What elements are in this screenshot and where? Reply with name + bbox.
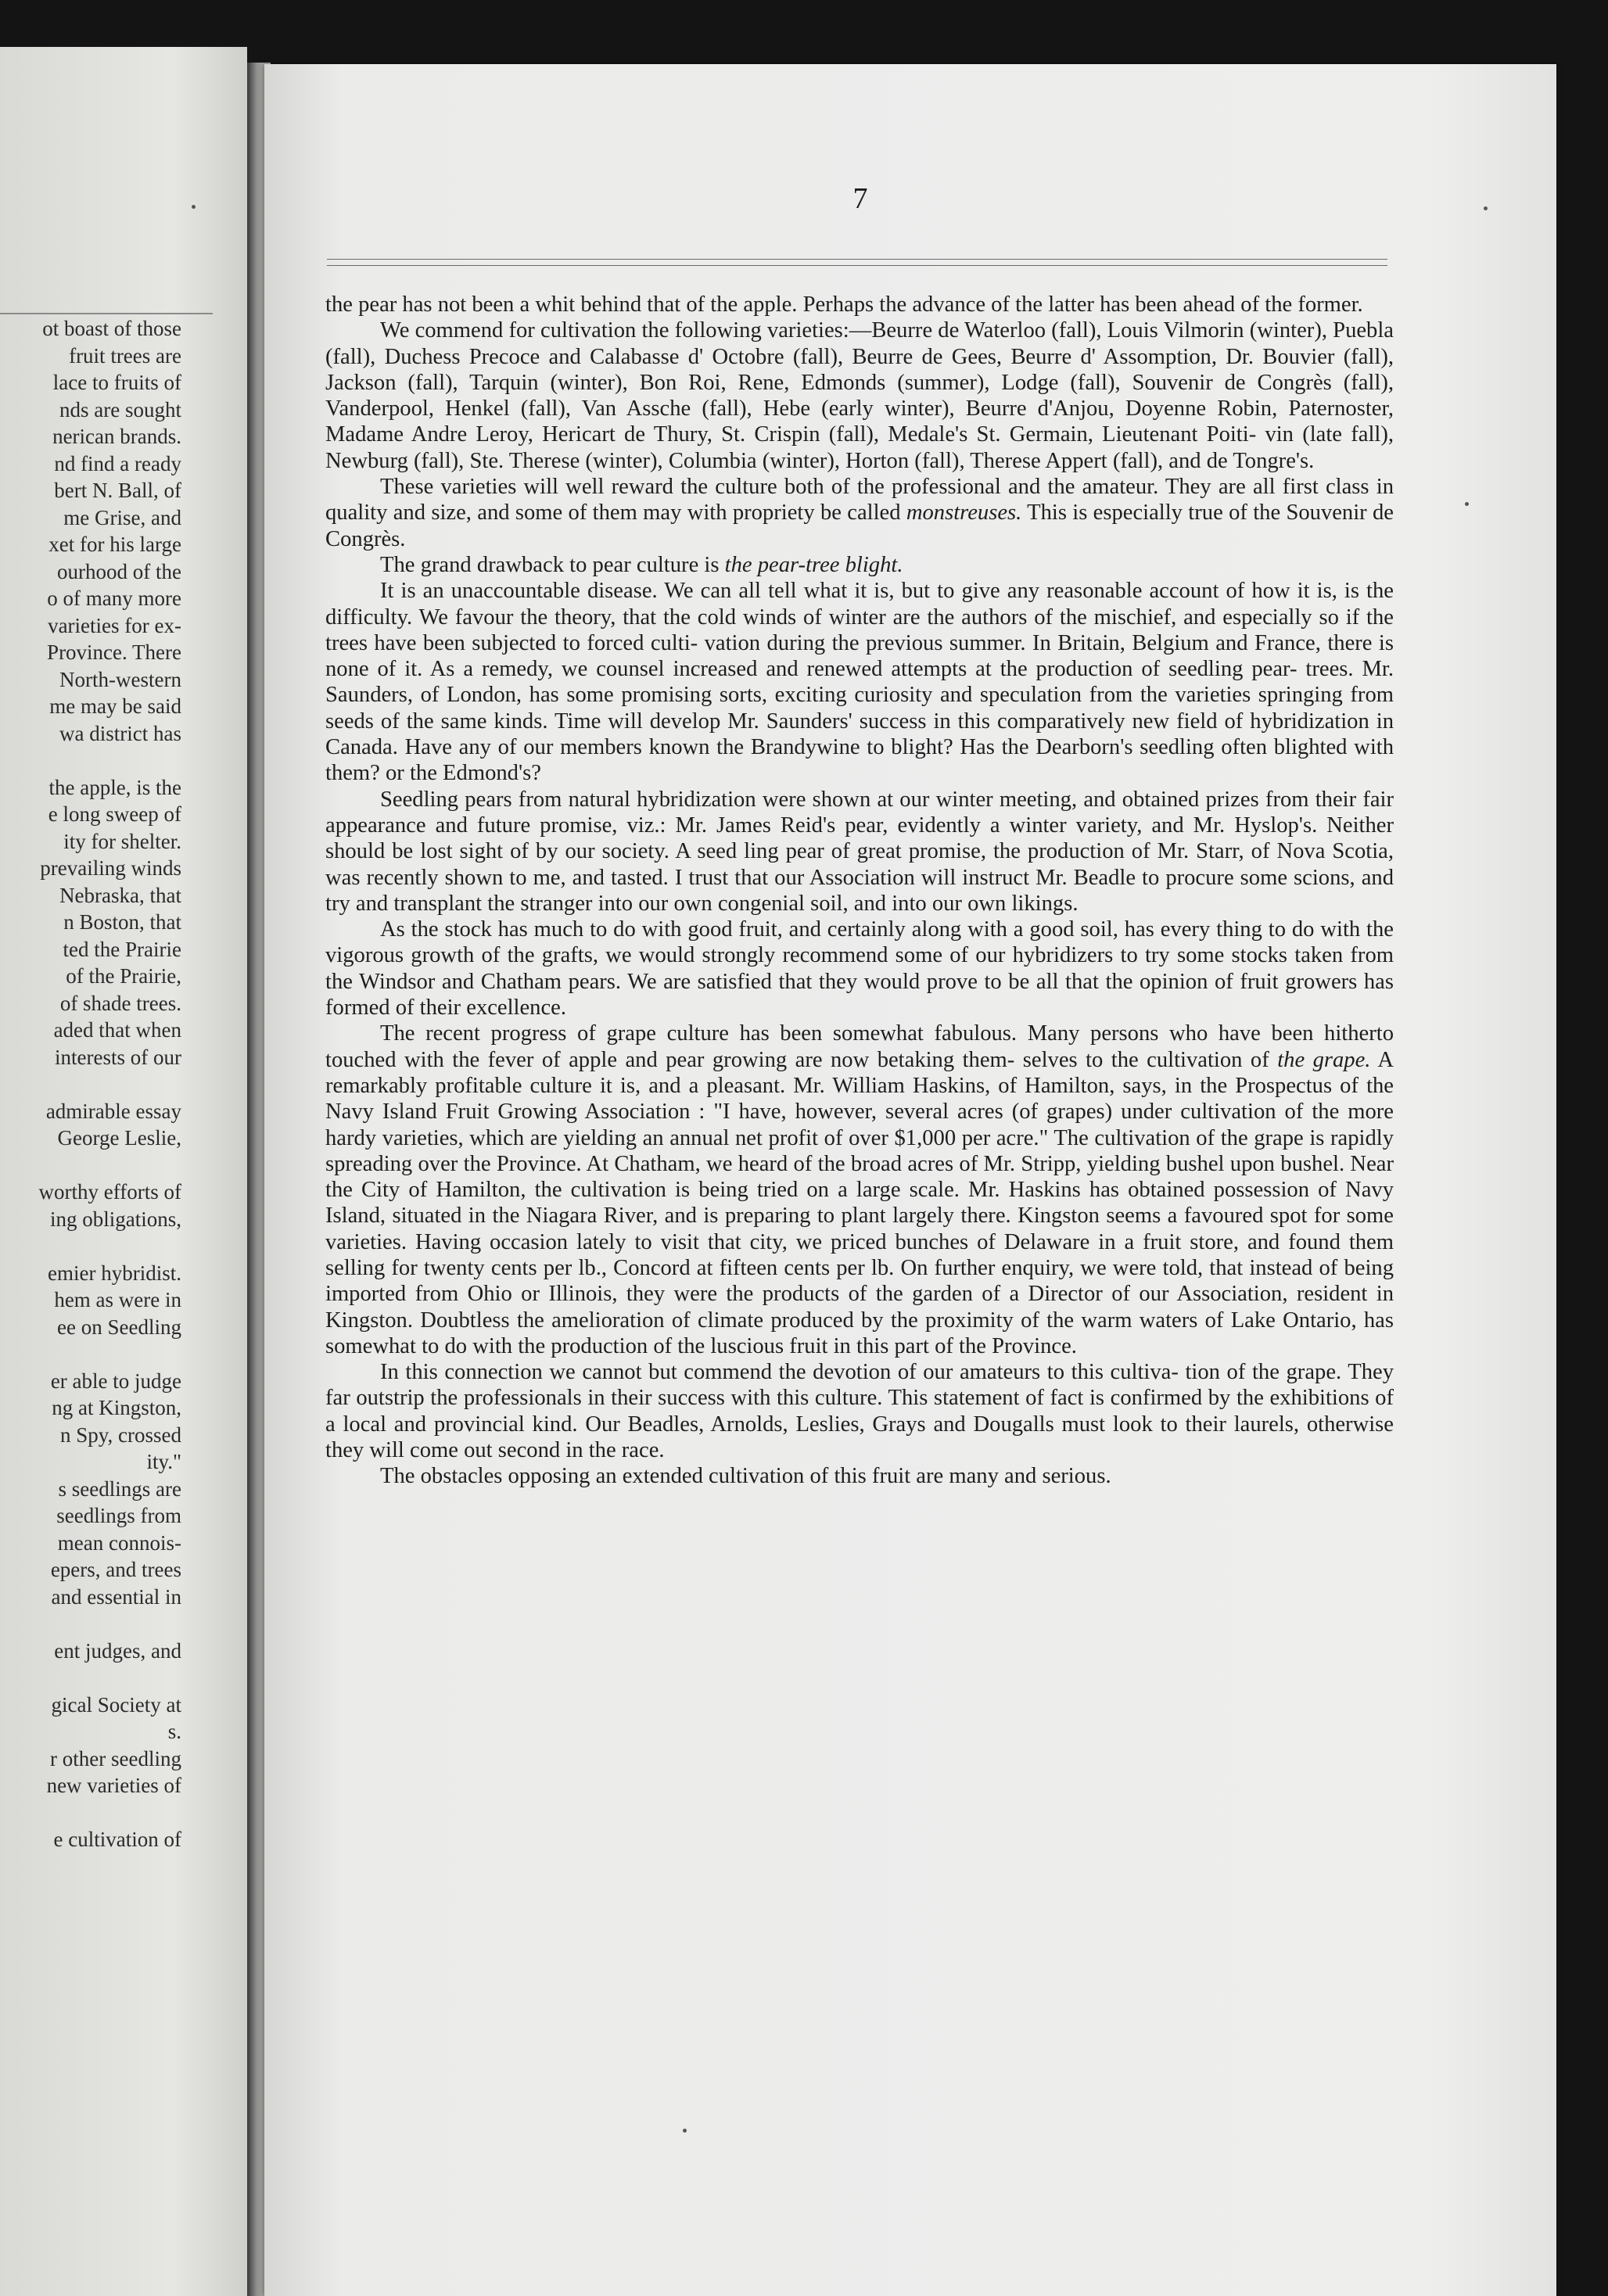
left-page-text	[0, 315, 247, 1853]
body-text	[325, 292, 1394, 1490]
left-fragment-line: ing obligations,	[50, 1207, 181, 1231]
paragraph	[325, 474, 1394, 552]
left-fragment-line: r other seedling	[50, 1746, 181, 1770]
left-fragment-line	[0, 1232, 247, 1260]
left-fragment-line	[0, 1340, 247, 1368]
left-fragment-line: xet for his large	[48, 533, 181, 556]
left-fragment-line: new varieties of	[46, 1774, 181, 1797]
left-fragment-line: ity."	[146, 1450, 181, 1473]
paragraph-text: A remarkably profitable culture it is, and a pleasant. Mr. William Haskins, of Hamilton, says, in the Prospectus of the Navy Island Fruit Growing Association : "I have, however, several acres (of grapes) under cultivation of the more hardy varieties, which are yielding an annual net profit of over $1,000 per acre." The cultivation of the grape is rapidly spreading over the Province. At Chatham, we heard of the broad acres of Mr. Stripp, yielding bushel upon bushel. Near the City of Hamilton, the cultivation is being tried on a large scale. Mr. Haskins has obtained possession of Navy Island, situated in the Niagara River, and is preparing to plant largely there. Kingston seems a favoured spot for some varieties. Having occasion lately to visit that city, we priced bunches of Delaware in a fruit store, and found them selling for twenty cents per lb., Concord at fifteen cents per lb. On further enquiry, we were told, that instead of being imported from Ohio or Illinois, they were the products of the garden of a Director of our Association, resident in Kingston. Doubtless the amelioration of climate produced by the proximity of the warm waters of Lake Ontario, has somewhat to do with the production of the luscious fruit in this part of the Province.	[325, 1047, 1394, 1358]
left-fragment-line: n Spy, crossed	[60, 1422, 181, 1447]
left-fragment-line: e long sweep of	[48, 802, 181, 826]
left-fragment-line: nerican brands.	[52, 425, 181, 448]
left-fragment-line: aded that when	[53, 1018, 181, 1042]
speck	[683, 2129, 687, 2133]
left-fragment-line	[0, 1152, 247, 1179]
speck	[1484, 206, 1488, 210]
left-fragment-line: mean connois-	[57, 1530, 181, 1555]
paragraph: In this connection we cannot but commend the devotion of our amateurs to this cultiva- tion of the grape. They far outstrip the professionals in their success with this culture. This statement of fact is confirmed by the exhibitions of a local and provincial kind. Our Beadles, Arnolds, Leslies, Grays and Dougalls must look to their laurels, otherwise they will come out second in the race.	[325, 1360, 1394, 1463]
left-fragment-line: fruit trees are	[69, 343, 181, 368]
left-fragment-line: bert N. Ball, of	[54, 479, 181, 502]
left-fragment-line: ot boast of those	[42, 317, 181, 340]
paragraph: It is an unaccountable disease. We can all tell what it is, but to give any reasonable account of how it is, is the difficulty. We favour the theory, that the cold winds of winter are the authors of the mischief, and especially so if the trees have been subjected to forced culti- vation during the previous summer. In Britain, Belgium and France, there is none of it. As a remedy, we counsel increased and renewed attempts at the production of seedling pear- trees. Mr. Saunders, of London, has some promising sorts, exciting curiosity and speculation from the varieties springing from seeds of the same kinds. Time will develop Mr. Saunders' success in this comparatively new field of hybridization in Canada. Have any of our members known the Brandywine to blight? Has the Dearborn's seedling often blighted with them? or the Edmond's?	[325, 579, 1394, 786]
left-fragment-line: worthy efforts of	[38, 1180, 181, 1204]
left-fragment-line: me may be said	[49, 694, 181, 718]
paragraph-text: The recent progress of grape culture has been somewhat fabulous. Many persons who have been hitherto touched with the fever of apple and pear growing are now betaking them- selves to the cultivation of	[325, 1021, 1394, 1072]
paragraph: As the stock has much to do with good fruit, and certainly along with a good soil, has every thing to do with the vigorous growth of the grafts, we would strongly recommend some of our hybridizers to try some stocks taken from the Windsor and Chatham pears. We are satisfied that they would prove to be all that the opinion of fruit growers has formed of their excellence.	[325, 917, 1394, 1021]
left-fragment-line	[0, 1610, 247, 1638]
paragraph: We commend for cultivation the following varieties:—Beurre de Waterloo (fall), Louis Vilmorin (winter), Puebla (fall), Duchess Precoce and Calabasse d' Octobre (fall), Beurre de Gees, Beurre d' Assomption, Dr. Bouvier (fall), Jackson (fall), Tarquin (winter), Bon Roi, Rene, Edmonds (summer), Lodge (fall), Souvenir de Congrès (fall), Vanderpool, Henkel (fall), Van Assche (fall), Hebe (early winter), Beurre d'Anjou, Doyenne Robin, Paternoster, Madame Andre Leroy, Hericart de Thury, St. Crispin (fall), Medale's St. Germain, Lieutenant Poiti- vin (late fall), Newburg (fall), Ste. Therese (winter), Columbia (winter), Horton (fall), Therese Appert (fall), and de Tongre's.	[325, 318, 1394, 473]
left-fragment-line: ent judges, and	[54, 1638, 181, 1663]
left-fragment-line: admirable essay	[45, 1099, 181, 1123]
left-fragment-line: ted the Prairie	[63, 937, 181, 961]
left-fragment-line: George Leslie,	[57, 1126, 181, 1150]
left-fragment-line: hem as were in	[54, 1288, 181, 1311]
paragraph-text: This is especially true of the Souvenir de Congrès.	[325, 500, 1394, 551]
left-fragment-line: gical Society at	[51, 1692, 181, 1717]
left-fragment-line: er able to judge	[50, 1369, 181, 1393]
left-fragment-line: interests of our	[55, 1045, 181, 1069]
left-fragment-line: ee on Seedling	[57, 1315, 181, 1339]
left-fragment-line	[0, 1071, 247, 1098]
paragraph	[325, 552, 1394, 578]
left-fragment-line: the apple, is the	[48, 775, 181, 799]
left-header-rule	[0, 313, 213, 314]
left-fragment-line: Nebraska, that	[59, 883, 181, 907]
left-fragment-line: ng at Kingston,	[52, 1396, 181, 1419]
italic-term: the grape.	[1277, 1047, 1371, 1072]
speck	[1465, 502, 1469, 506]
paragraph: The obstacles opposing an extended cultivation of this fruit are many and serious.	[380, 1464, 1111, 1489]
left-fragment-line: North-western	[59, 667, 181, 691]
left-fragment-line: n Boston, that	[63, 910, 181, 934]
left-fragment-line	[0, 747, 247, 774]
left-fragment-line: e cultivation of	[53, 1828, 181, 1851]
left-fragment-line: of shade trees.	[59, 991, 181, 1015]
left-fragment-line: seedlings from	[56, 1504, 181, 1527]
left-fragment-line: me Grise, and	[63, 505, 181, 529]
left-fragment-line: wa district has	[59, 721, 181, 745]
left-fragment-line: lace to fruits of	[52, 371, 181, 394]
left-fragment-line: s.	[167, 1720, 181, 1743]
left-fragment-line: and essential in	[51, 1584, 181, 1609]
speck	[192, 205, 196, 209]
left-fragment-line: varieties for ex-	[48, 613, 181, 637]
page-number: 7	[852, 182, 868, 215]
left-fragment-line: s seedlings are	[58, 1476, 181, 1501]
paragraph: the pear has not been a whit behind that of the apple. Perhaps the advance of the latter has been ahead of the former.	[325, 292, 1363, 317]
left-page	[0, 47, 247, 2296]
left-fragment-line: emier hybridist.	[48, 1261, 181, 1285]
paragraph	[325, 1021, 1394, 1359]
left-fragment-line	[0, 1799, 247, 1827]
left-fragment-line: nds are sought	[59, 397, 181, 422]
italic-term: the pear-tree blight.	[724, 552, 903, 577]
left-fragment-line: prevailing winds	[40, 856, 181, 880]
italic-term: monstreuses.	[906, 500, 1022, 526]
paragraph: Seedling pears from natural hybridization were shown at our winter meeting, and obtained prizes from their fair appearance and future promise, viz.: Mr. James Reid's pear, evidently a winter variety, and Mr. Hyslop's. Neither should be lost sight of by our society. A seed ling pear of great promise, the production of Mr. Starr, of Nova Scotia, was recently shown to me, and tasted. I trust that our Association will instruct Mr. Beadle to procure some scions, and try and transplant the stranger into our own congenial soil, and into our own likings.	[325, 787, 1394, 916]
left-fragment-line: ourhood of the	[57, 559, 181, 583]
left-fragment-line	[0, 1664, 247, 1692]
left-fragment-line: of the Prairie,	[66, 964, 181, 988]
header-rule-top	[327, 259, 1387, 260]
paragraph-text: These varieties will well reward the culture both of the professional and the amateur. They are all first class in quality and size, and some of them may with propriety be called	[325, 475, 1394, 526]
left-fragment-line: ity for shelter.	[63, 829, 181, 853]
header-rule-bottom	[327, 265, 1387, 266]
paragraph-text: The grand drawback to pear culture is	[380, 552, 725, 577]
left-fragment-line: epers, and trees	[50, 1558, 181, 1581]
left-fragment-line: Province. There	[47, 640, 181, 664]
left-fragment-line: o of many more	[47, 587, 181, 610]
left-fragment-line: nd find a ready	[54, 451, 181, 475]
